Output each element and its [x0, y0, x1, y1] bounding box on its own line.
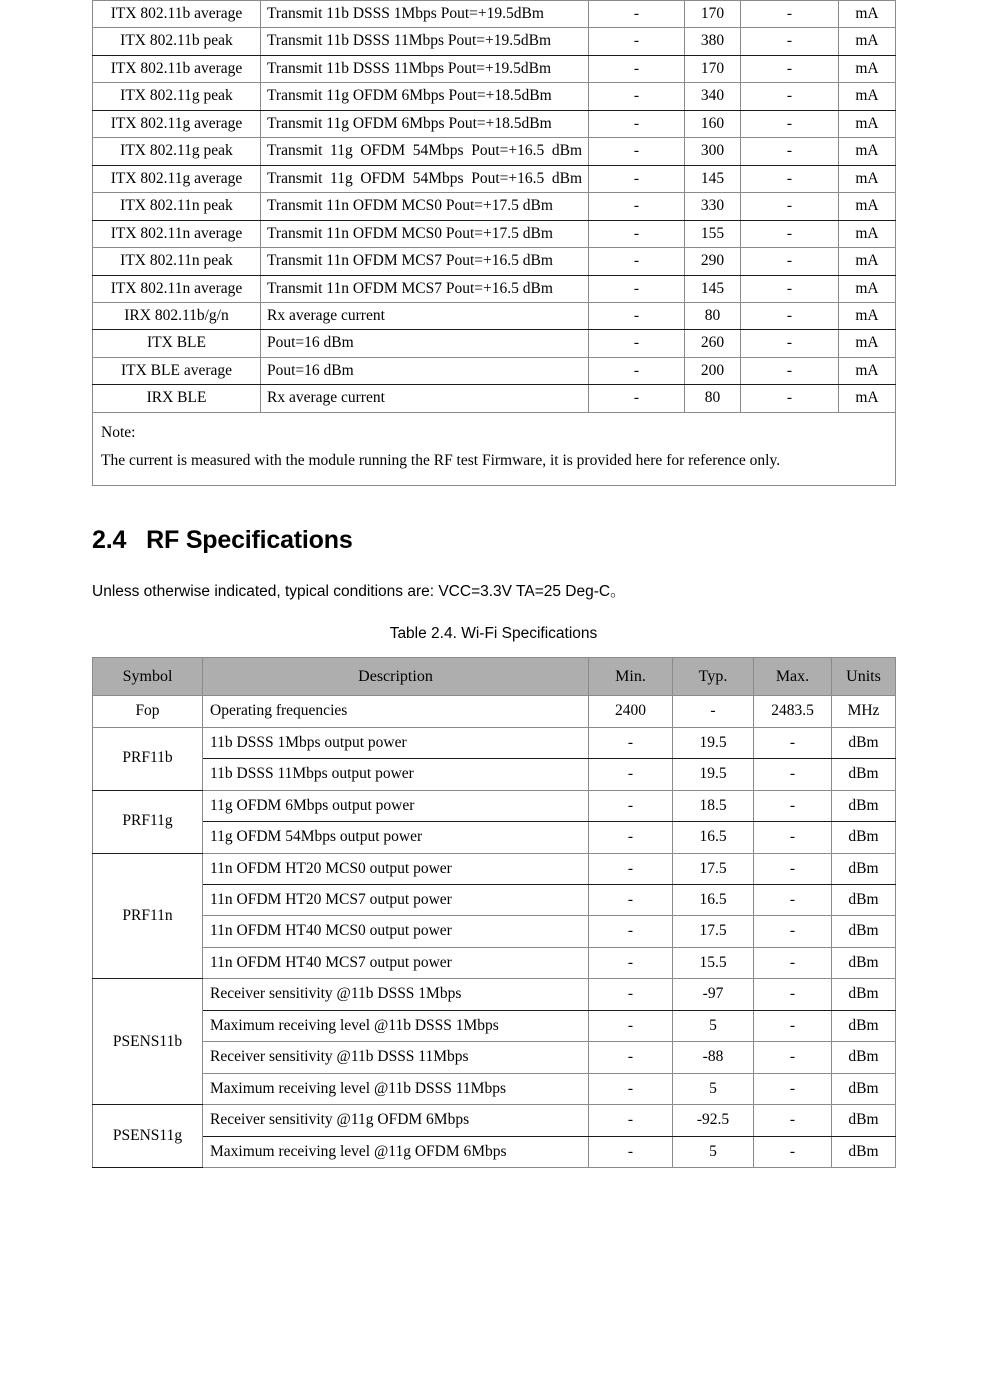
cell-max: -	[741, 385, 839, 412]
cell-min: -	[589, 727, 673, 758]
column-header-description: Description	[203, 658, 589, 696]
cell-symbol: PRF11n	[93, 853, 203, 979]
current-consumption-table	[92, 0, 896, 486]
cell-max: -	[741, 275, 839, 302]
cell-symbol: PSENS11g	[93, 1105, 203, 1168]
cell-typ: 17.5	[673, 853, 754, 884]
cell-symbol: PSENS11b	[93, 979, 203, 1105]
table-row	[93, 1105, 896, 1136]
wifi-specifications-table	[92, 657, 896, 1168]
table-row	[93, 822, 896, 853]
wifi-table-header	[93, 658, 896, 696]
cell-description: 11b DSSS 11Mbps output power	[203, 759, 589, 790]
cell-symbol: ITX 802.11g peak	[93, 138, 261, 165]
table-row	[93, 884, 896, 915]
cell-max: -	[741, 28, 839, 55]
cell-typ: 5	[673, 1073, 754, 1104]
cell-description: 11n OFDM HT40 MCS0 output power	[203, 916, 589, 947]
cell-min: -	[589, 1073, 673, 1104]
table-row	[93, 916, 896, 947]
note-cell	[93, 412, 896, 485]
cell-description: Maximum receiving level @11g OFDM 6Mbps	[203, 1136, 589, 1167]
cell-min: -	[589, 1010, 673, 1041]
cell-max: -	[741, 220, 839, 247]
cell-max: -	[754, 1073, 832, 1104]
cell-typ: 16.5	[673, 822, 754, 853]
cell-description: Maximum receiving level @11b DSSS 11Mbps	[203, 1073, 589, 1104]
cell-typ: 17.5	[673, 916, 754, 947]
cell-typ: 80	[685, 385, 741, 412]
cell-min: -	[589, 1, 685, 28]
table-row	[93, 138, 896, 165]
table-row	[93, 1010, 896, 1041]
table-row	[93, 979, 896, 1010]
wifi-table-caption: Table 2.4. Wi-Fi Specifications	[389, 625, 598, 643]
cell-description: Receiver sensitivity @11g OFDM 6Mbps	[203, 1105, 589, 1136]
cell-units: dBm	[832, 853, 896, 884]
cell-units: dBm	[832, 884, 896, 915]
cell-max: -	[754, 822, 832, 853]
cell-description: Transmit 11b DSSS 11Mbps Pout=+19.5dBm	[261, 28, 589, 55]
cell-max: 2483.5	[754, 696, 832, 727]
cell-units: dBm	[832, 916, 896, 947]
table-row	[93, 28, 896, 55]
document-page	[92, 0, 895, 1168]
cell-description: Transmit 11n OFDM MCS0 Pout=+17.5 dBm	[261, 193, 589, 220]
cell-typ: 290	[685, 248, 741, 275]
cell-min: -	[589, 193, 685, 220]
cell-description: Transmit 11n OFDM MCS0 Pout=+17.5 dBm	[261, 220, 589, 247]
cell-min: 2400	[589, 696, 673, 727]
cell-typ: 200	[685, 357, 741, 384]
cell-units: mA	[839, 165, 896, 192]
cell-min: -	[589, 302, 685, 329]
cell-max: -	[754, 1136, 832, 1167]
cell-symbol: PRF11g	[93, 790, 203, 853]
note-text: The current is measured with the module running the RF test Firmware, it is provided here for reference only.	[101, 452, 781, 470]
cell-description: Maximum receiving level @11b DSSS 1Mbps	[203, 1010, 589, 1041]
cell-description: 11n OFDM HT40 MCS7 output power	[203, 947, 589, 978]
cell-symbol: ITX 802.11n peak	[93, 248, 261, 275]
cell-typ: 19.5	[673, 759, 754, 790]
cell-symbol: ITX 802.11n average	[93, 220, 261, 247]
cell-min: -	[589, 357, 685, 384]
cell-min: -	[589, 55, 685, 82]
cell-typ: 145	[685, 165, 741, 192]
cell-units: dBm	[832, 1010, 896, 1041]
table-row	[93, 853, 896, 884]
cell-units: mA	[839, 302, 896, 329]
cell-min: -	[589, 83, 685, 110]
cell-min: -	[589, 790, 673, 821]
cell-symbol: ITX BLE	[93, 330, 261, 357]
cell-min: -	[589, 947, 673, 978]
table-row	[93, 1136, 896, 1167]
cell-symbol: ITX 802.11b average	[93, 1, 261, 28]
cell-symbol: ITX 802.11g peak	[93, 83, 261, 110]
cell-max: -	[754, 1010, 832, 1041]
cell-min: -	[589, 1042, 673, 1073]
cell-typ: 18.5	[673, 790, 754, 821]
cell-units: mA	[839, 330, 896, 357]
cell-symbol: ITX 802.11b average	[93, 55, 261, 82]
cell-description: Rx average current	[261, 385, 589, 412]
cell-typ: 160	[685, 110, 741, 137]
column-header-typ: Typ.	[673, 658, 754, 696]
cell-units: dBm	[832, 759, 896, 790]
cell-description: Pout=16 dBm	[261, 357, 589, 384]
cell-max: -	[754, 1042, 832, 1073]
cell-units: mA	[839, 248, 896, 275]
cell-symbol: IRX 802.11b/g/n	[93, 302, 261, 329]
table-row	[93, 357, 896, 384]
cell-typ: 380	[685, 28, 741, 55]
cell-units: mA	[839, 55, 896, 82]
cell-min: -	[589, 1136, 673, 1167]
cell-units: mA	[839, 275, 896, 302]
cell-max: -	[754, 790, 832, 821]
cell-description: Rx average current	[261, 302, 589, 329]
cell-typ: 170	[685, 55, 741, 82]
cell-max: -	[741, 83, 839, 110]
cell-typ: 170	[685, 1, 741, 28]
cell-min: -	[589, 110, 685, 137]
cell-units: dBm	[832, 1073, 896, 1104]
cell-max: -	[754, 759, 832, 790]
cell-typ: 15.5	[673, 947, 754, 978]
section-number: 2.4	[92, 526, 127, 555]
cell-typ: 80	[685, 302, 741, 329]
table-row	[93, 385, 896, 412]
cell-description: Transmit 11n OFDM MCS7 Pout=+16.5 dBm	[261, 275, 589, 302]
cell-symbol: Fop	[93, 696, 203, 727]
table-row	[93, 696, 896, 727]
cell-min: -	[589, 138, 685, 165]
cell-units: dBm	[832, 1042, 896, 1073]
cell-description: Transmit 11b DSSS 1Mbps Pout=+19.5dBm	[261, 1, 589, 28]
cell-description: 11g OFDM 54Mbps output power	[203, 822, 589, 853]
table-row	[93, 759, 896, 790]
table-row	[93, 165, 896, 192]
cell-min: -	[589, 165, 685, 192]
cell-units: mA	[839, 28, 896, 55]
table-row	[93, 110, 896, 137]
cell-description: Pout=16 dBm	[261, 330, 589, 357]
column-header-symbol: Symbol	[93, 658, 203, 696]
cell-typ: 260	[685, 330, 741, 357]
cell-symbol: ITX BLE average	[93, 357, 261, 384]
cell-max: -	[741, 110, 839, 137]
current-consumption-table-body	[93, 1, 896, 486]
cell-description: Receiver sensitivity @11b DSSS 11Mbps	[203, 1042, 589, 1073]
cell-min: -	[589, 248, 685, 275]
cell-symbol: PRF11b	[93, 727, 203, 790]
cell-min: -	[589, 822, 673, 853]
cell-typ: 155	[685, 220, 741, 247]
cell-typ: 330	[685, 193, 741, 220]
table-row	[93, 727, 896, 758]
table-header-row	[93, 658, 896, 696]
column-header-min: Min.	[589, 658, 673, 696]
cell-max: -	[741, 1, 839, 28]
cell-typ: 16.5	[673, 884, 754, 915]
cell-symbol: ITX 802.11g average	[93, 110, 261, 137]
cell-min: -	[589, 884, 673, 915]
cell-typ: -	[673, 696, 754, 727]
cell-max: -	[754, 979, 832, 1010]
cell-description: 11n OFDM HT20 MCS7 output power	[203, 884, 589, 915]
column-header-units: Units	[832, 658, 896, 696]
table-row	[93, 330, 896, 357]
cell-symbol: ITX 802.11n peak	[93, 193, 261, 220]
cell-typ: 300	[685, 138, 741, 165]
cell-max: -	[754, 884, 832, 915]
cell-units: mA	[839, 1, 896, 28]
section-title: RF Specifications	[146, 526, 353, 555]
cell-description: 11b DSSS 1Mbps output power	[203, 727, 589, 758]
cell-description: 11g OFDM 6Mbps output power	[203, 790, 589, 821]
note-row	[93, 412, 896, 485]
cell-typ: -92.5	[673, 1105, 754, 1136]
conditions-text: Unless otherwise indicated, typical conditions are: VCC=3.3V TA=25 Deg-C。	[92, 583, 626, 601]
cell-description: Transmit 11g OFDM 54Mbps Pout=+16.5 dBm	[261, 165, 589, 192]
cell-units: dBm	[832, 727, 896, 758]
cell-description: Transmit 11g OFDM 6Mbps Pout=+18.5dBm	[261, 110, 589, 137]
cell-typ: 145	[685, 275, 741, 302]
cell-min: -	[589, 979, 673, 1010]
cell-typ: 19.5	[673, 727, 754, 758]
cell-max: -	[754, 853, 832, 884]
cell-min: -	[589, 1105, 673, 1136]
cell-max: -	[741, 165, 839, 192]
cell-units: dBm	[832, 790, 896, 821]
table-row	[93, 1042, 896, 1073]
cell-max: -	[741, 357, 839, 384]
table-row	[93, 1073, 896, 1104]
cell-min: -	[589, 330, 685, 357]
cell-min: -	[589, 853, 673, 884]
table-row	[93, 947, 896, 978]
cell-units: mA	[839, 385, 896, 412]
cell-max: -	[741, 330, 839, 357]
cell-typ: -97	[673, 979, 754, 1010]
cell-min: -	[589, 275, 685, 302]
cell-max: -	[754, 727, 832, 758]
cell-max: -	[741, 138, 839, 165]
cell-symbol: ITX 802.11n average	[93, 275, 261, 302]
table-row	[93, 1, 896, 28]
cell-max: -	[741, 193, 839, 220]
table-row	[93, 790, 896, 821]
table-row	[93, 193, 896, 220]
cell-max: -	[741, 302, 839, 329]
cell-description: Transmit 11g OFDM 6Mbps Pout=+18.5dBm	[261, 83, 589, 110]
cell-max: -	[741, 55, 839, 82]
cell-units: mA	[839, 220, 896, 247]
cell-typ: -88	[673, 1042, 754, 1073]
cell-units: dBm	[832, 1105, 896, 1136]
cell-description: Receiver sensitivity @11b DSSS 1Mbps	[203, 979, 589, 1010]
section-heading	[92, 526, 895, 555]
cell-units: dBm	[832, 822, 896, 853]
cell-max: -	[754, 916, 832, 947]
cell-units: mA	[839, 357, 896, 384]
cell-units: dBm	[832, 979, 896, 1010]
cell-description: Operating frequencies	[203, 696, 589, 727]
cell-max: -	[741, 248, 839, 275]
wifi-table-body	[93, 696, 896, 1168]
cell-symbol: ITX 802.11g average	[93, 165, 261, 192]
cell-min: -	[589, 385, 685, 412]
cell-units: dBm	[832, 947, 896, 978]
cell-max: -	[754, 947, 832, 978]
table-row	[93, 248, 896, 275]
cell-typ: 5	[673, 1136, 754, 1167]
cell-units: mA	[839, 138, 896, 165]
cell-description: Transmit 11b DSSS 11Mbps Pout=+19.5dBm	[261, 55, 589, 82]
cell-max: -	[754, 1105, 832, 1136]
cell-typ: 340	[685, 83, 741, 110]
cell-units: mA	[839, 83, 896, 110]
table-row	[93, 220, 896, 247]
cell-min: -	[589, 28, 685, 55]
cell-min: -	[589, 220, 685, 247]
cell-symbol: ITX 802.11b peak	[93, 28, 261, 55]
note-label: Note:	[101, 423, 136, 441]
cell-min: -	[589, 916, 673, 947]
cell-units: dBm	[832, 1136, 896, 1167]
cell-units: mA	[839, 110, 896, 137]
cell-description: Transmit 11g OFDM 54Mbps Pout=+16.5 dBm	[261, 138, 589, 165]
cell-min: -	[589, 759, 673, 790]
cell-description: Transmit 11n OFDM MCS7 Pout=+16.5 dBm	[261, 248, 589, 275]
table-row	[93, 275, 896, 302]
column-header-max: Max.	[754, 658, 832, 696]
cell-typ: 5	[673, 1010, 754, 1041]
table-row	[93, 83, 896, 110]
table-row	[93, 55, 896, 82]
cell-symbol: IRX BLE	[93, 385, 261, 412]
cell-units: MHz	[832, 696, 896, 727]
cell-units: mA	[839, 193, 896, 220]
cell-description: 11n OFDM HT20 MCS0 output power	[203, 853, 589, 884]
table-row	[93, 302, 896, 329]
